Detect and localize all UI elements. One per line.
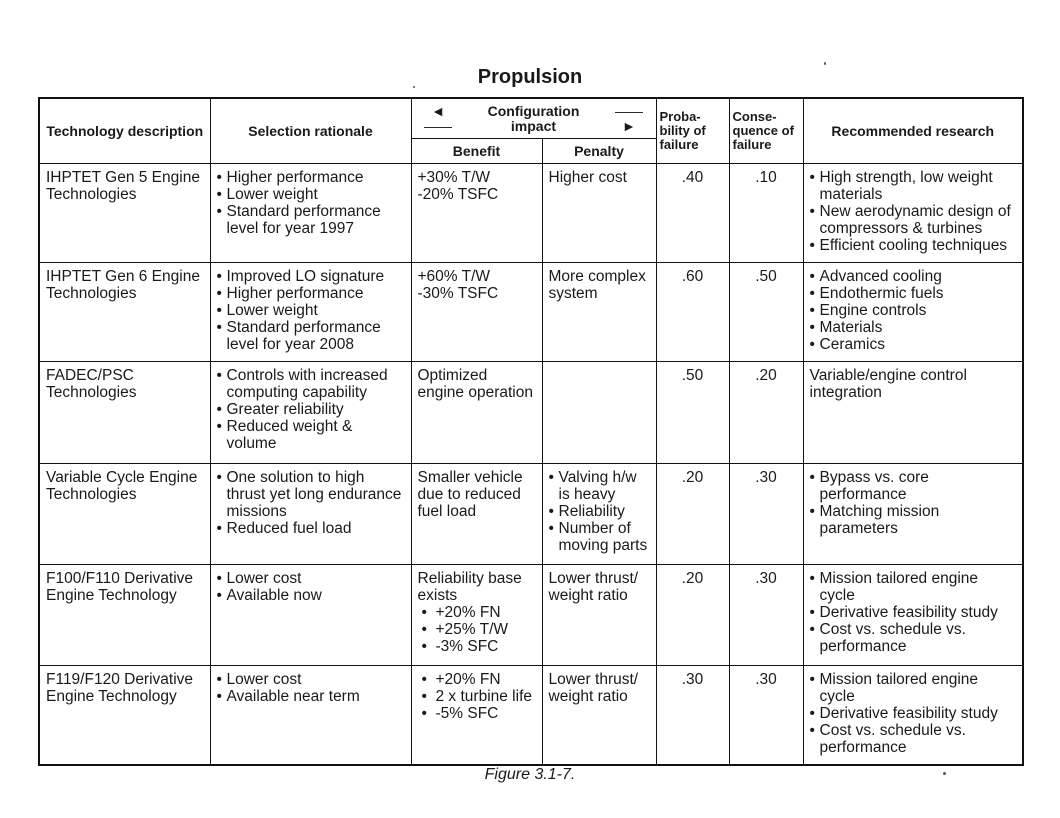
cell-rationale [210, 565, 411, 666]
cell-probability: .50 [656, 362, 729, 464]
penalty-line: Lower thrust/ weight ratio [548, 570, 639, 604]
research-item-list [810, 469, 1017, 537]
table-row [39, 362, 1023, 464]
rationale-item-list [217, 268, 405, 353]
benefit-line: -30% TSFC [417, 285, 499, 302]
rationale-item: • Lower weight [217, 186, 405, 203]
research-item: • Advanced cooling [810, 268, 1017, 285]
cell-consequence: .30 [729, 666, 803, 766]
cell-penalty [542, 464, 656, 565]
table-body [39, 164, 1023, 766]
research-item: • Mission tailored engine cycle [810, 671, 1017, 705]
benefit-line: Reliability base exists [417, 570, 522, 604]
cell-probability: .40 [656, 164, 729, 263]
rationale-item-list [217, 367, 405, 452]
header-benefit: Benefit [411, 139, 542, 164]
rationale-item: • Lower cost [217, 570, 405, 587]
table-row [39, 164, 1023, 263]
rationale-item-list [217, 169, 405, 237]
research-item: • Derivative feasibility study [810, 705, 1017, 722]
cell-penalty [542, 362, 656, 464]
rationale-item: • Standard performance level for year 2008 [217, 319, 405, 353]
penalty-line: Higher cost [548, 169, 627, 186]
benefit-bullet: • +25% T/W [418, 621, 536, 638]
research-item: • Endothermic fuels [810, 285, 1017, 302]
research-item-list [810, 671, 1017, 756]
rationale-item-list [217, 469, 405, 537]
benefit-bullet: • 2 x turbine life [418, 688, 536, 705]
table-row [39, 464, 1023, 565]
cell-research [803, 565, 1023, 666]
header-technology: Technology description [39, 98, 210, 164]
benefit-line: Smaller vehicle due to reduced fuel load [417, 469, 523, 520]
rationale-item: • Lower weight [217, 302, 405, 319]
cell-probability: .20 [656, 464, 729, 565]
cell-rationale [210, 362, 411, 464]
benefit-line: Optimized engine operation [417, 367, 533, 401]
arrow-left-icon: ◄—— [424, 103, 452, 134]
research-item: • Cost vs. schedule vs. performance [810, 722, 1017, 756]
research-item: • High strength, low weight materials [810, 169, 1017, 203]
benefit-line: +30% T/W [417, 169, 491, 186]
penalty-line: More complex system [548, 268, 646, 302]
research-item: • Bypass vs. core performance [810, 469, 1017, 503]
cell-technology: FADEC/PSC Technologies [39, 362, 210, 464]
cell-research [803, 464, 1023, 565]
benefit-line: +60% T/W [417, 268, 491, 285]
header-penalty: Penalty [542, 139, 656, 164]
penalty-line: Lower thrust/ weight ratio [548, 671, 639, 705]
cell-penalty [542, 666, 656, 766]
header-research: Recommended research [803, 98, 1023, 164]
cell-probability: .20 [656, 565, 729, 666]
research-item: • Materials [810, 319, 1017, 336]
table-row [39, 565, 1023, 666]
cell-technology: F119/F120 Derivative Engine Technology [39, 666, 210, 766]
cell-rationale [210, 666, 411, 766]
rationale-item: • Available near term [217, 688, 405, 705]
benefit-bullet: • +20% FN [418, 604, 536, 621]
cell-rationale [210, 164, 411, 263]
rationale-item: • Standard performance level for year 1997 [217, 203, 405, 237]
cell-consequence: .20 [729, 362, 803, 464]
research-item-list [810, 268, 1017, 353]
rationale-item: • Improved LO signature [217, 268, 405, 285]
cell-consequence: .50 [729, 263, 803, 362]
page-title: Propulsion [477, 66, 583, 88]
cell-consequence: .10 [729, 164, 803, 263]
header-configuration-impact [411, 98, 656, 139]
benefit-bullet-list [418, 671, 536, 722]
cell-technology: IHPTET Gen 6 Engine Technologies [39, 263, 210, 362]
cell-rationale [210, 263, 411, 362]
cell-penalty [542, 164, 656, 263]
research-item: • Engine controls [810, 302, 1017, 319]
penalty-bullet: • Valving h/w is heavy [549, 469, 650, 503]
cell-probability: .30 [656, 666, 729, 766]
table-row [39, 263, 1023, 362]
cell-penalty [542, 565, 656, 666]
research-item: • New aerodynamic design of compressors & turbines [810, 203, 1017, 237]
cell-rationale [210, 464, 411, 565]
rationale-item: • Lower cost [217, 671, 405, 688]
rationale-item-list [217, 671, 405, 705]
cell-research [803, 164, 1023, 263]
rationale-item: • One solution to high thrust yet long endurance missions [217, 469, 405, 520]
cell-consequence: .30 [729, 565, 803, 666]
cell-technology: Variable Cycle Engine Technologies [39, 464, 210, 565]
header-config-label: Configuration impact [487, 103, 580, 134]
header-rationale: Selection rationale [210, 98, 411, 164]
cell-research [803, 263, 1023, 362]
cell-benefit [411, 666, 542, 766]
rationale-item: • Controls with increased computing capability [217, 367, 405, 401]
rationale-item: • Higher performance [217, 285, 405, 302]
rationale-item: • Greater reliability [217, 401, 405, 418]
benefit-bullet: • -3% SFC [418, 638, 536, 655]
research-item: • Cost vs. schedule vs. performance [810, 621, 1017, 655]
cell-consequence: .30 [729, 464, 803, 565]
cell-benefit [411, 164, 542, 263]
cell-technology: IHPTET Gen 5 Engine Technologies [39, 164, 210, 263]
rationale-item: • Available now [217, 587, 405, 604]
scan-speck [413, 86, 415, 88]
cell-research [803, 666, 1023, 766]
header-probability: Proba- bility of failure [656, 98, 729, 164]
figure-caption: Figure 3.1-7. [484, 766, 576, 783]
cell-benefit [411, 362, 542, 464]
cell-research [803, 362, 1023, 464]
scan-speck [943, 772, 946, 775]
propulsion-table [38, 97, 1024, 766]
research-item-list [810, 169, 1017, 254]
rationale-item: • Reduced weight & volume [217, 418, 405, 452]
cell-penalty [542, 263, 656, 362]
benefit-bullet: • +20% FN [418, 671, 536, 688]
table-header [39, 98, 1023, 164]
benefit-line: -20% TSFC [417, 186, 499, 203]
research-item: • Mission tailored engine cycle [810, 570, 1017, 604]
cell-technology: F100/F110 Derivative Engine Technology [39, 565, 210, 666]
research-item: • Ceramics [810, 336, 1017, 353]
cell-probability: .60 [656, 263, 729, 362]
penalty-bullet: • Reliability [549, 503, 650, 520]
penalty-bullet: • Number of moving parts [549, 520, 650, 554]
research-item: • Matching mission parameters [810, 503, 1017, 537]
research-item-list [810, 570, 1017, 655]
research-item: • Derivative feasibility study [810, 604, 1017, 621]
rationale-item: • Reduced fuel load [217, 520, 405, 537]
rationale-item-list [217, 570, 405, 604]
header-consequence: Conse- quence of failure [729, 98, 803, 164]
rationale-item: • Higher performance [217, 169, 405, 186]
benefit-bullet: • -5% SFC [418, 705, 536, 722]
cell-benefit [411, 263, 542, 362]
penalty-bullet-list [549, 469, 650, 554]
cell-benefit [411, 464, 542, 565]
benefit-bullet-list [418, 604, 536, 655]
arrow-right-icon: ——► [614, 103, 643, 134]
table-row [39, 666, 1023, 766]
scan-speck [824, 62, 826, 65]
research-item: • Efficient cooling techniques [810, 237, 1017, 254]
cell-benefit [411, 565, 542, 666]
research-text: Variable/engine control integration [809, 367, 967, 401]
